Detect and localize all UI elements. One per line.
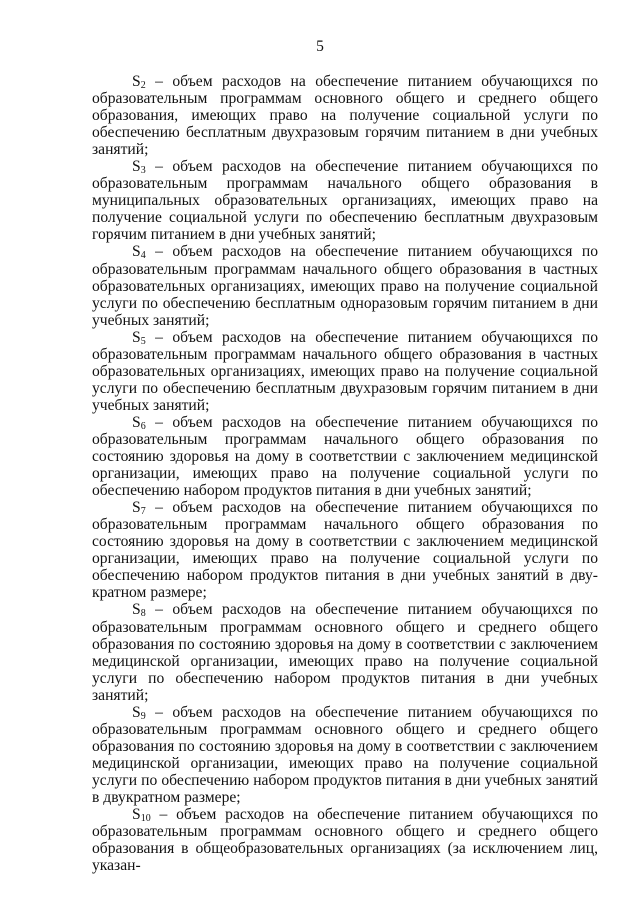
variable-symbol [132,601,146,618]
variable-subscript: 2 [140,80,146,91]
variable-subscript: 3 [140,165,146,177]
paragraph-s9 [92,704,598,806]
variable-letter: S [132,243,141,261]
page-number: 5 [316,38,324,55]
variable-subscript: 6 [140,420,146,432]
variable-letter: S [132,601,141,619]
paragraph-s8 [92,601,598,703]
paragraph-s5 [92,329,598,414]
variable-symbol [132,158,146,175]
variable-subscript: 10 [140,813,151,825]
variable-subscript: 7 [140,506,146,518]
paragraph-text: – объем расходов на обеспечение питанием обучающихся по образовательным программам начального общего образования по состоянию здоровья на дому в соответствии с заключением медицинской организации, имеющих право на получение социальной услуги по обеспечению набором продуктов питания в дни учебных занятий в двукратном размере; [92,499,598,602]
variable-symbol [132,243,146,260]
paragraph-text: – объем расходов на обеспечение питанием обучающихся по образовательным программам основного общего и среднего общего образования, имеющих право на получение социальной услуги по обеспечению бесплатным двухразовым горячим питанием в дни учебных занятий; [92,73,598,159]
variable-subscript: 9 [140,710,146,722]
variable-symbol [132,73,146,90]
paragraph-s4 [92,243,598,328]
variable-symbol [132,704,146,721]
paragraph-text: – объем расходов на обеспечение питанием обучающихся по образовательным программам основного общего и среднего общего образования по состоянию здоровья на дому в соответствии с заключением медицинской организации, имеющих право на получение социальной услуги по обеспечению набором продуктов питания в дни учебных занятий в двукратном размере; [92,703,598,806]
paragraph-s3 [92,158,598,243]
paragraph-s2 [92,73,598,158]
variable-letter: S [132,806,141,824]
paragraph-text: – объем расходов на обеспечение питанием обучающихся по образовательным программам основного общего и среднего общего образования по состоянию здоровья на дому в соответствии с заключением медицинской организации, имеющих право на получение социальной услуги по обеспечению набором продуктов питания в дни учебных занятий; [92,601,598,704]
variable-subscript: 5 [140,335,146,347]
paragraph-s7 [92,499,598,601]
variable-symbol [132,806,151,823]
variable-letter: S [132,158,141,176]
variable-symbol [132,499,146,516]
paragraph-s6 [92,414,598,499]
paragraph-text: – объем расходов на обеспечение питанием обучающихся по образовательным программам начального общего образования в частных образовательных организациях, имеющих право на получение социальной услуги по обеспечению бесплатным двухразовым горячим питанием в дни учебных занятий; [92,328,598,414]
variable-subscript: 8 [140,608,146,620]
paragraph-text: – объем расходов на обеспечение питанием обучающихся по образовательным программам начального общего образования по состоянию здоровья на дому в соответствии с заключением медицинской организации, имеющих право на получение социальной услуги по обеспечению набором продуктов питания в дни учебных занятий; [92,413,598,500]
variable-letter: S [132,328,141,346]
variable-subscript: 4 [140,250,146,262]
paragraph-text: – объем расходов на обеспечение питанием обучающихся по образовательным программам начального общего образования в частных образовательных организациях, имеющих право на получение социальной услуги по обеспечению бесплатным одноразовым горячим питанием в дни учебных занятий; [92,243,598,329]
paragraph-text: – объем расходов на обеспечение питанием обучающихся по образовательным программам основного общего и среднего общего образования в общеобразовательных организациях (за исключением лиц, указан- [92,806,598,875]
document-body [92,73,598,874]
variable-letter: S [132,499,141,517]
paragraph-s10 [92,806,598,874]
variable-symbol [132,329,146,346]
paragraph-text: – объем расходов на обеспечение питанием обучающихся по образовательным программам начального общего образования в муниципальных образовательных организациях, имеющих право на получение социальной услуги по обеспечению бесплатным двухразовым горячим питанием в дни учебных занятий; [92,158,598,244]
variable-symbol [132,414,146,431]
variable-letter: S [132,73,141,90]
variable-letter: S [132,413,141,431]
variable-letter: S [132,703,141,721]
